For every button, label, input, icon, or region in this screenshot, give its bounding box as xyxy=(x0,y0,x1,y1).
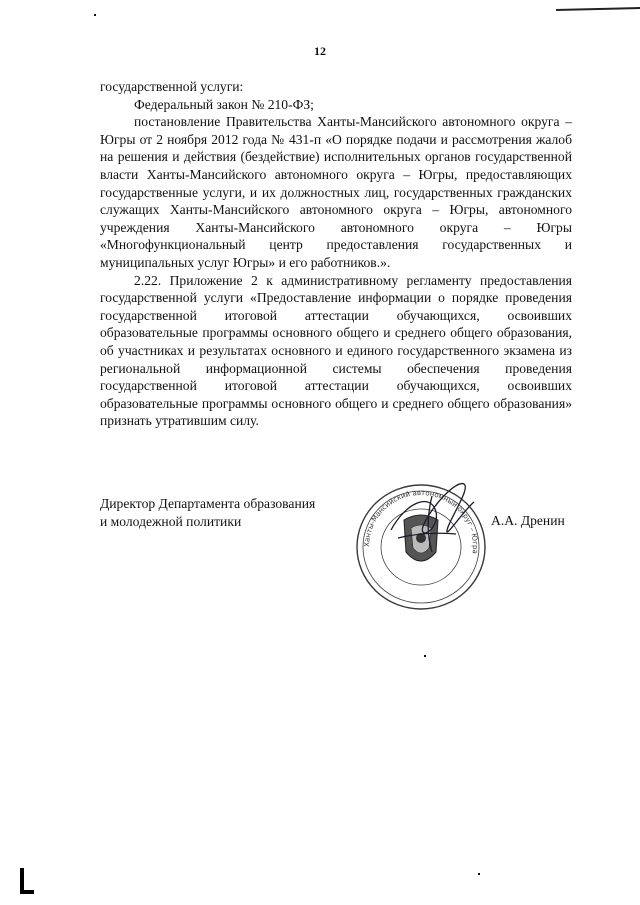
signatory-position-line: Директор Департамента образования xyxy=(100,496,316,511)
coat-of-arms-icon xyxy=(404,515,438,561)
scan-artifact xyxy=(556,0,640,6)
seal-ring-text: Ханты-Мансийский автономный округ – Югра xyxy=(362,488,480,555)
paragraph: государственной услуги: xyxy=(100,79,244,94)
scan-artifact xyxy=(424,655,426,657)
signatory-name: А.А. Дренин xyxy=(491,513,565,528)
paragraph: Федеральный закон № 210-ФЗ; xyxy=(134,96,314,112)
official-seal-stamp xyxy=(336,472,506,622)
signatory-position xyxy=(100,495,315,531)
document-body xyxy=(100,78,572,430)
paragraph: постановление Правительства Ханты-Мансийского автономного округа – Югры от 2 ноября 2012 года № 431-п «О порядке подачи и рассмотрения жалоб на решения и действия (бездействие) исполнительных органов государственной власти Ханты-Мансийского автономного округа – Югры, предоставляющих государственные услуги, и их должностных лиц, государственных гражданских служащих Ханты-Мансийского автономного округа – Югры, автономного учреждения Ханты-Мансийского автономного округа – Югры «Многофункциональный центр предоставления государственных и муниципальных услуг Югры» и его работников.». xyxy=(100,114,572,270)
scan-artifact xyxy=(94,14,96,16)
scan-artifact xyxy=(478,873,480,875)
paragraph: 2.22. Приложение 2 к административному регламенту предоставления государственной услуги «Предоставление информации о порядке проведения государственной итоговой аттестации обучающихся, освоивших образовательные программы основного общего и среднего общего образования, об участниках и результатах основного и единого государственного экзамена из региональной информационной системы обеспечения проведения государственной итоговой аттестации обучающихся, освоивших образовательные программы основного общего и среднего общего образования» признать утратившим силу. xyxy=(100,272,572,429)
scan-corner-mark xyxy=(20,868,34,894)
signatory-position-line: и молодежной политики xyxy=(100,514,242,529)
page-number: 12 xyxy=(314,44,326,58)
